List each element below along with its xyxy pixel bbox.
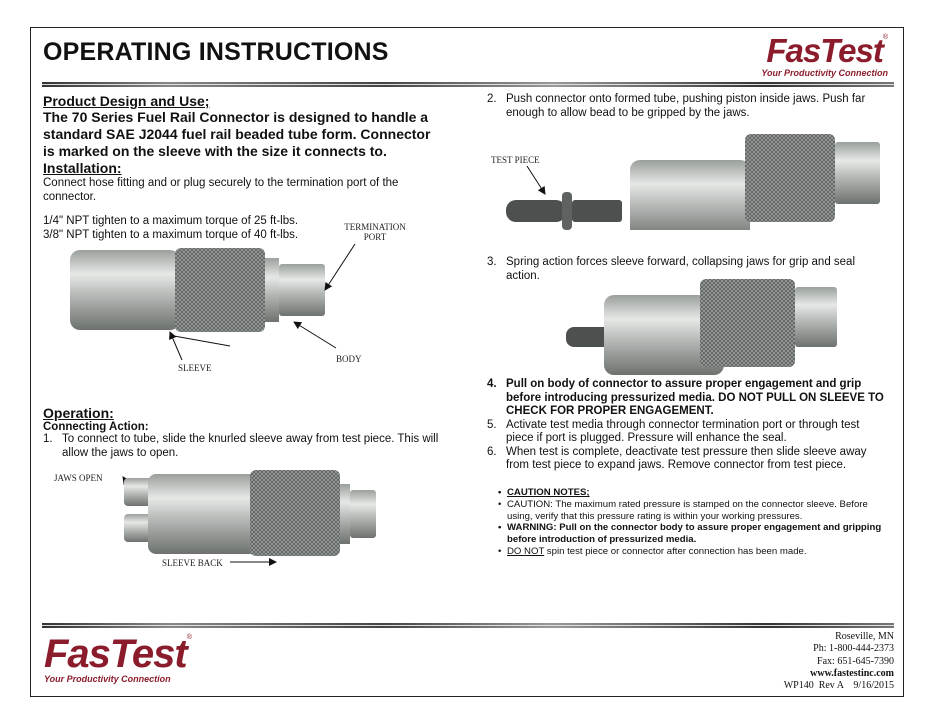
torque-quarter: 1/4" NPT tighten to a maximum torque of 25 ft-lbs. (43, 215, 299, 227)
step-2-text: Push connector onto formed tube, pushing piston inside jaws. Push far enough to allow bead to be gripped by the jaws. (506, 93, 866, 119)
label-jaws-open: JAWS OPEN (54, 473, 103, 483)
step-1 (43, 433, 443, 460)
test-piece (506, 200, 566, 222)
label-sleeve: SLEEVE (178, 363, 212, 373)
step-6-text: When test is complete, deactivate test pressure then slide sleeve away from test piece to expand jaws. Remove connector from test piece. (506, 445, 867, 471)
step-5 (487, 419, 887, 446)
company-phone: Ph: 1-800-444-2373 (813, 643, 894, 655)
step-2 (487, 93, 887, 120)
label-test-piece: TEST PIECE (491, 155, 540, 165)
installation-heading: Installation: (43, 160, 122, 176)
operation-heading: Operation: (43, 405, 114, 421)
push-on-diagram (500, 130, 885, 230)
step-1-text: To connect to tube, slide the knurled sleeve away from test piece. This will allow the jaws to open. (62, 433, 439, 459)
design-intro: The 70 Series Fuel Rail Connector is designed to handle a standard SAE J2044 fuel rail beaded tube form. Connector is marked on the sleeve with the size it connects to. (43, 109, 431, 159)
step-3-text: Spring action forces sleeve forward, collapsing jaws for grip and seal action. (506, 256, 856, 282)
footer-rule (42, 623, 894, 628)
engaged-diagram (560, 275, 860, 375)
notes-heading: CAUTION NOTES; (507, 487, 590, 498)
note-spin-text: spin test piece or connector after connection has been made. (544, 545, 807, 557)
design-heading: Product Design and Use; (43, 93, 210, 109)
label-port: PORT (363, 232, 387, 242)
brand-tagline: Your Productivity Connection (761, 68, 888, 78)
installation-text: Connect hose fitting and or plug securely to the termination port of the connector. (43, 177, 399, 203)
note-warning: • WARNING: Pull on the connector body to assure proper engagement and gripping before introduction of pressurized media. (497, 522, 887, 546)
caution-notes (497, 487, 887, 558)
torque-three-eighths: 3/8" NPT tighten to a maximum torque of 40 ft-lbs. (43, 229, 299, 241)
label-termination: TERMINATION (344, 222, 406, 232)
page-title: OPERATING INSTRUCTIONS (43, 38, 389, 66)
step-4-number: 4. (487, 378, 497, 390)
connecting-action-heading: Connecting Action: (43, 421, 149, 433)
jaws-open-diagram (120, 468, 380, 568)
step-5-text: Activate test media through connector termination port or through test piece if port is plugged. Pressure will enhance the seal. (506, 418, 860, 444)
company-fax: Fax: 651-645-7390 (817, 655, 894, 667)
step-6 (487, 446, 887, 473)
note-do-not-spin (497, 546, 887, 558)
footer-tagline: Your Productivity Connection (44, 674, 171, 684)
document-revision: WP140 Rev A 9/16/2015 (783, 680, 894, 692)
step-3-number: 3. (487, 256, 497, 268)
company-city: Roseville, MN (835, 631, 894, 642)
note-caution: • CAUTION: The maximum rated pressure is stamped on the connector sleeve. Before using, verify that this pressure rating is within your working pressures. (497, 499, 887, 523)
note-do-not: DO NOT (507, 545, 545, 557)
label-body: BODY (336, 354, 362, 364)
step-2-number: 2. (487, 93, 497, 105)
footer-brand-name: FasTest (44, 632, 187, 676)
step-6-number: 6. (487, 445, 497, 458)
company-website[interactable]: www.fastestinc.com (810, 667, 894, 679)
registered-mark: ® (882, 34, 888, 41)
step-5-number: 5. (487, 418, 497, 431)
step-1-number: 1. (43, 433, 53, 445)
footer-logo (44, 634, 192, 684)
footer-registered-mark: ® (186, 634, 192, 641)
step-4-text: Pull on body of connector to assure proper engagement and grip before introducing pressurized media. DO NOT PULL ON SLEEVE TO CHECK FOR PROPER ENGAGEMENT. (506, 378, 884, 417)
step-4 (487, 378, 887, 419)
company-contact (784, 631, 894, 692)
label-sleeve-back: SLEEVE BACK (162, 558, 223, 568)
brand-name: FasTest (766, 32, 883, 69)
